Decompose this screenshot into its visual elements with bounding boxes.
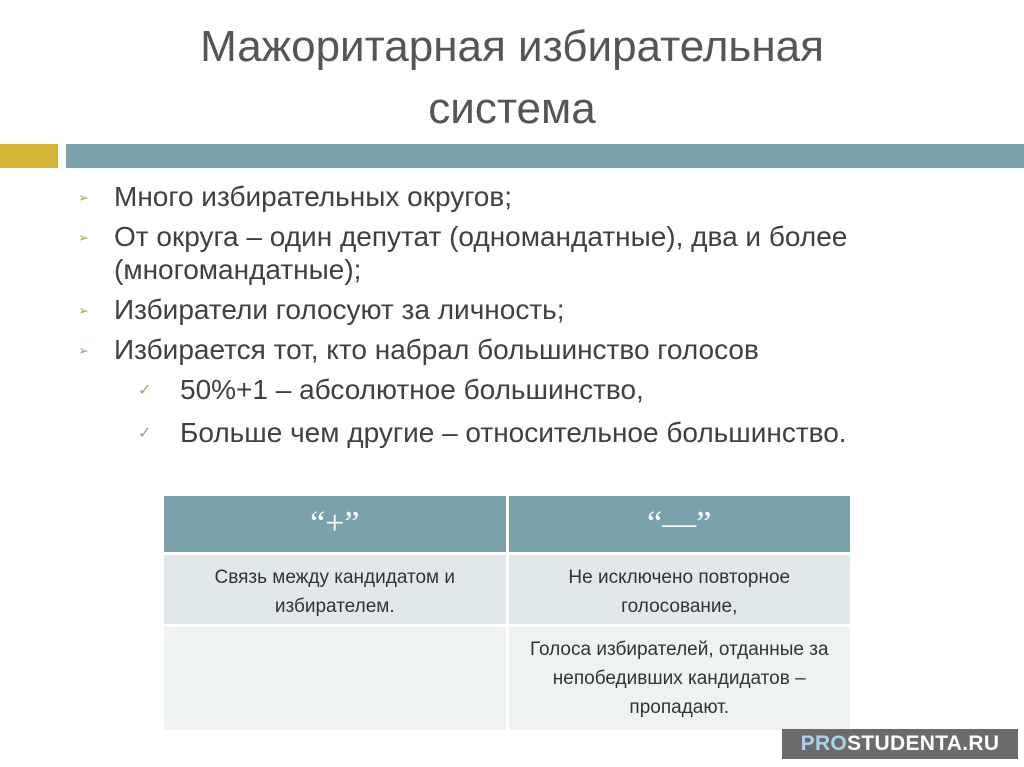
bullet-item — [78, 180, 1008, 213]
subbullet-item — [78, 416, 1008, 449]
site-watermark — [782, 729, 1018, 759]
table-cell — [164, 626, 507, 731]
table-header-pros: “+” — [164, 496, 507, 554]
table-row — [164, 554, 850, 626]
slide-title — [0, 16, 1024, 140]
bullet-text: От округа – один депутат (одномандатные), два и более (многомандатные); — [114, 221, 848, 285]
bullet-text: Много избирательных округов; — [114, 181, 513, 212]
watermark-prefix: PRO — [800, 732, 848, 755]
bullet-text: Избирается тот, кто набрал большинство голосов — [114, 334, 759, 365]
bullet-item — [78, 293, 1008, 326]
bullet-list — [78, 180, 1008, 459]
bullet-text: Избиратели голосуют за личность; — [114, 294, 565, 325]
bullet-item — [78, 220, 1008, 286]
pros-cons-table — [164, 496, 850, 730]
arrow-bullet-icon: ➢ — [78, 190, 89, 205]
arrow-bullet-icon: ➢ — [78, 303, 89, 318]
table-header-cons: “—” — [507, 496, 850, 554]
subbullet-text: Больше чем другие – относительное большинство. — [180, 417, 847, 448]
accent-bar-teal — [66, 144, 1024, 168]
table-header-row — [164, 496, 850, 554]
slide-title-line-1: Мажоритарная избирательная — [200, 22, 824, 71]
arrow-bullet-icon: ➢ — [78, 230, 89, 245]
table-cell: Не исключено повторное голосование, — [507, 554, 850, 626]
slide-title-line-2: система — [428, 84, 596, 133]
check-bullet-icon: ✓ — [138, 425, 152, 442]
check-bullet-icon: ✓ — [138, 382, 152, 399]
table-cell: Голоса избирателей, отданные за непобедивших кандидатов – пропадают. — [507, 626, 850, 731]
watermark-suffix: STUDENTA.RU — [847, 732, 1000, 755]
accent-bar-gold — [0, 144, 58, 168]
subbullet-text: 50%+1 – абсолютное большинство, — [180, 374, 644, 405]
table-cell: Связь между кандидатом и избирателем. — [164, 554, 507, 626]
subbullet-item — [78, 373, 1008, 406]
bullet-item — [78, 333, 1008, 366]
table-row — [164, 626, 850, 731]
arrow-bullet-icon: ➢ — [78, 343, 89, 358]
